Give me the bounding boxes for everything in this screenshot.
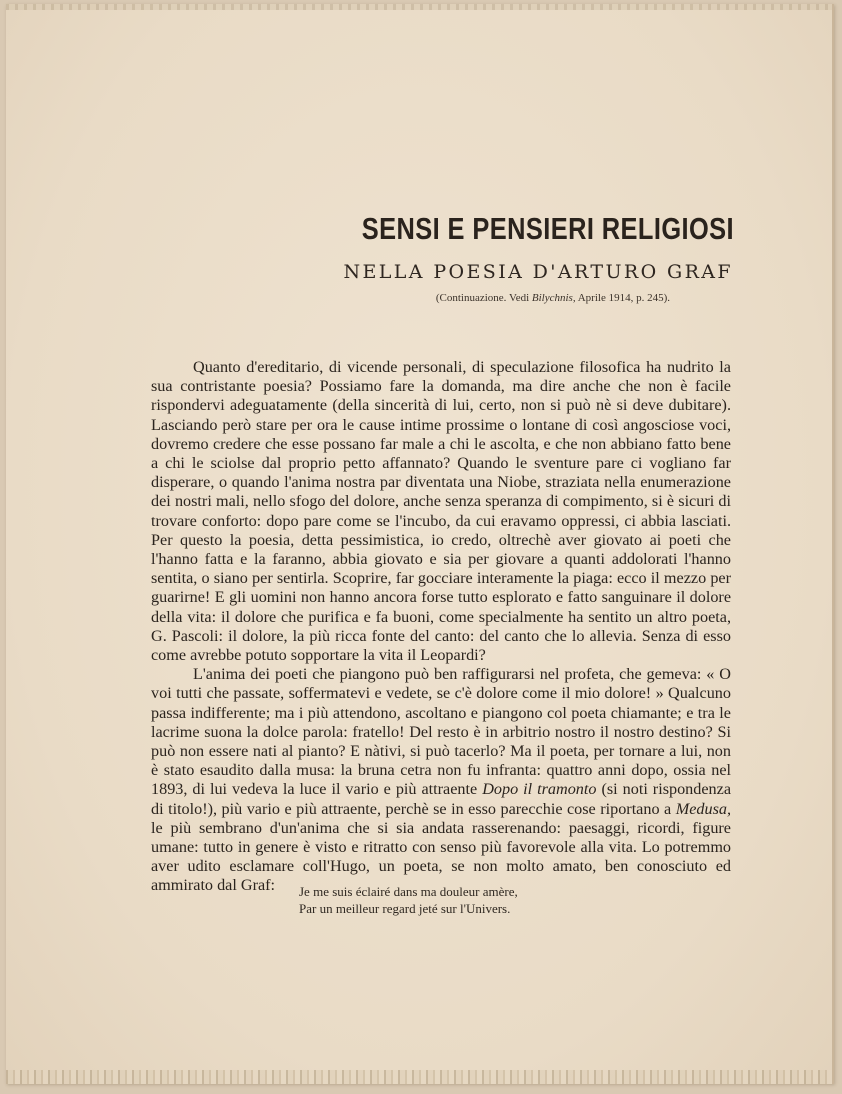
book-title-dopo-il-tramonto: Dopo il tramonto bbox=[482, 780, 597, 799]
article-title: SENSI E PENSIERI RELIGIOSI bbox=[361, 211, 734, 246]
paragraph-2-part-3: le più sembrano d'un'anima che si sia andata rasserenando: paesaggi, ricordi, figure umane: tutto in genere è visto e ritratto con senso più favorevole alla vita. Lo potremmo aver udito esclamare coll'Hugo, un poeta, se non molto amato, ben conosciuto ed ammirato dal Graf: bbox=[151, 818, 731, 895]
article-body bbox=[151, 358, 731, 896]
continuation-note bbox=[436, 292, 670, 304]
page-sheet bbox=[6, 4, 834, 1084]
quote-line-1: Je me suis éclairé dans ma douleur amère, bbox=[299, 884, 518, 899]
paragraph-2-part-1: L'anima dei poeti che piangono può ben raffigurarsi nel profeta, che gemeva: « O voi tutti che passate, soffermatevi e vedete, se c'è dolore come il mio dolore! » Qualcuno passa indifferente; ma i più attendono, ascoltano e piangono col poeta chiamante; e tra le lacrime suona la dolce parola: fratello! Del resto è in arbitrio nostro il nostro destino? Si può non essere nati al pianto? E nàtivi, si può tacerlo? Ma il poeta, per tornare a lui, non è stato esaudito dalla musa: la bruna cetra non fu infranta: quattro anni dopo, ossia nel 1893, di lui vedeva la luce il vario e più attraente bbox=[151, 665, 731, 799]
note-suffix: Aprile 1914, p. 245). bbox=[577, 292, 670, 304]
note-journal: Bilychnis, bbox=[531, 292, 576, 304]
hugo-quote bbox=[299, 883, 518, 917]
page-bottom-edge bbox=[6, 1070, 832, 1084]
note-prefix: (Continuazione. Vedi bbox=[435, 292, 530, 304]
quote-line-2: Par un meilleur regard jeté sur l'Univers. bbox=[299, 901, 511, 916]
page-top-edge bbox=[6, 4, 832, 10]
book-title-medusa: Medusa, bbox=[675, 799, 732, 818]
paragraph-2-part-2: (si noti rispondenza di titolo!), più vario e più attraente, perchè se in esso parecchie cose riportano a bbox=[151, 780, 732, 818]
paragraph-2 bbox=[151, 665, 731, 895]
article-subtitle: NELLA POESIA D'ARTURO GRAF bbox=[343, 261, 733, 283]
paragraph-1: Quanto d'ereditario, di vicende personali, di speculazione filosofica ha nudrito la sua contristante poesia? Possiamo fare la domanda, ma dire anche che non è facile rispondervi adeguatamente (della sincerità di lui, certo, non si può nè si deve dubitare). Lasciando però stare per ora le cause intime prossime o lontane di così angosciose voci, dovremo credere che esse possano far male a chi le ascolta, e che non abbiano fatto bene a chi le sciolse dal proprio petto affannato? Quando le sventure pare ci vogliano far disperare, o quando l'anima nostra par diventata una Niobe, straziata nella enumerazione dei nostri mali, nello sfogo del dolore, anche senza speranza di compimento, si è sicuri di trovare conforto: dopo pare come se l'incubo, da cui eravamo oppressi, ci abbia lasciati. Per questo la poesia, detta pessimistica, io credo, oltrechè aver giovato ai poeti che l'hanno fatta e la faranno, abbia giovato e sia per giovare a quanti addolorati l'hanno sentita, o siano per sentirla. Scoprire, far gocciare interamente la piaga: ecco il mezzo per guarirne! E gli uomini non hanno ancora forse tutto esplorato e fatto sanguinare il dolore della vita: il dolore che purifica e fa buoni, come specialmente ha sentito un altro poeta, G. Pascoli: il dolore, la più ricca fonte del canto: del canto che lo allevia. Senza di esso come avrebbe potuto sopportare la vita il Leopardi? bbox=[151, 358, 731, 665]
